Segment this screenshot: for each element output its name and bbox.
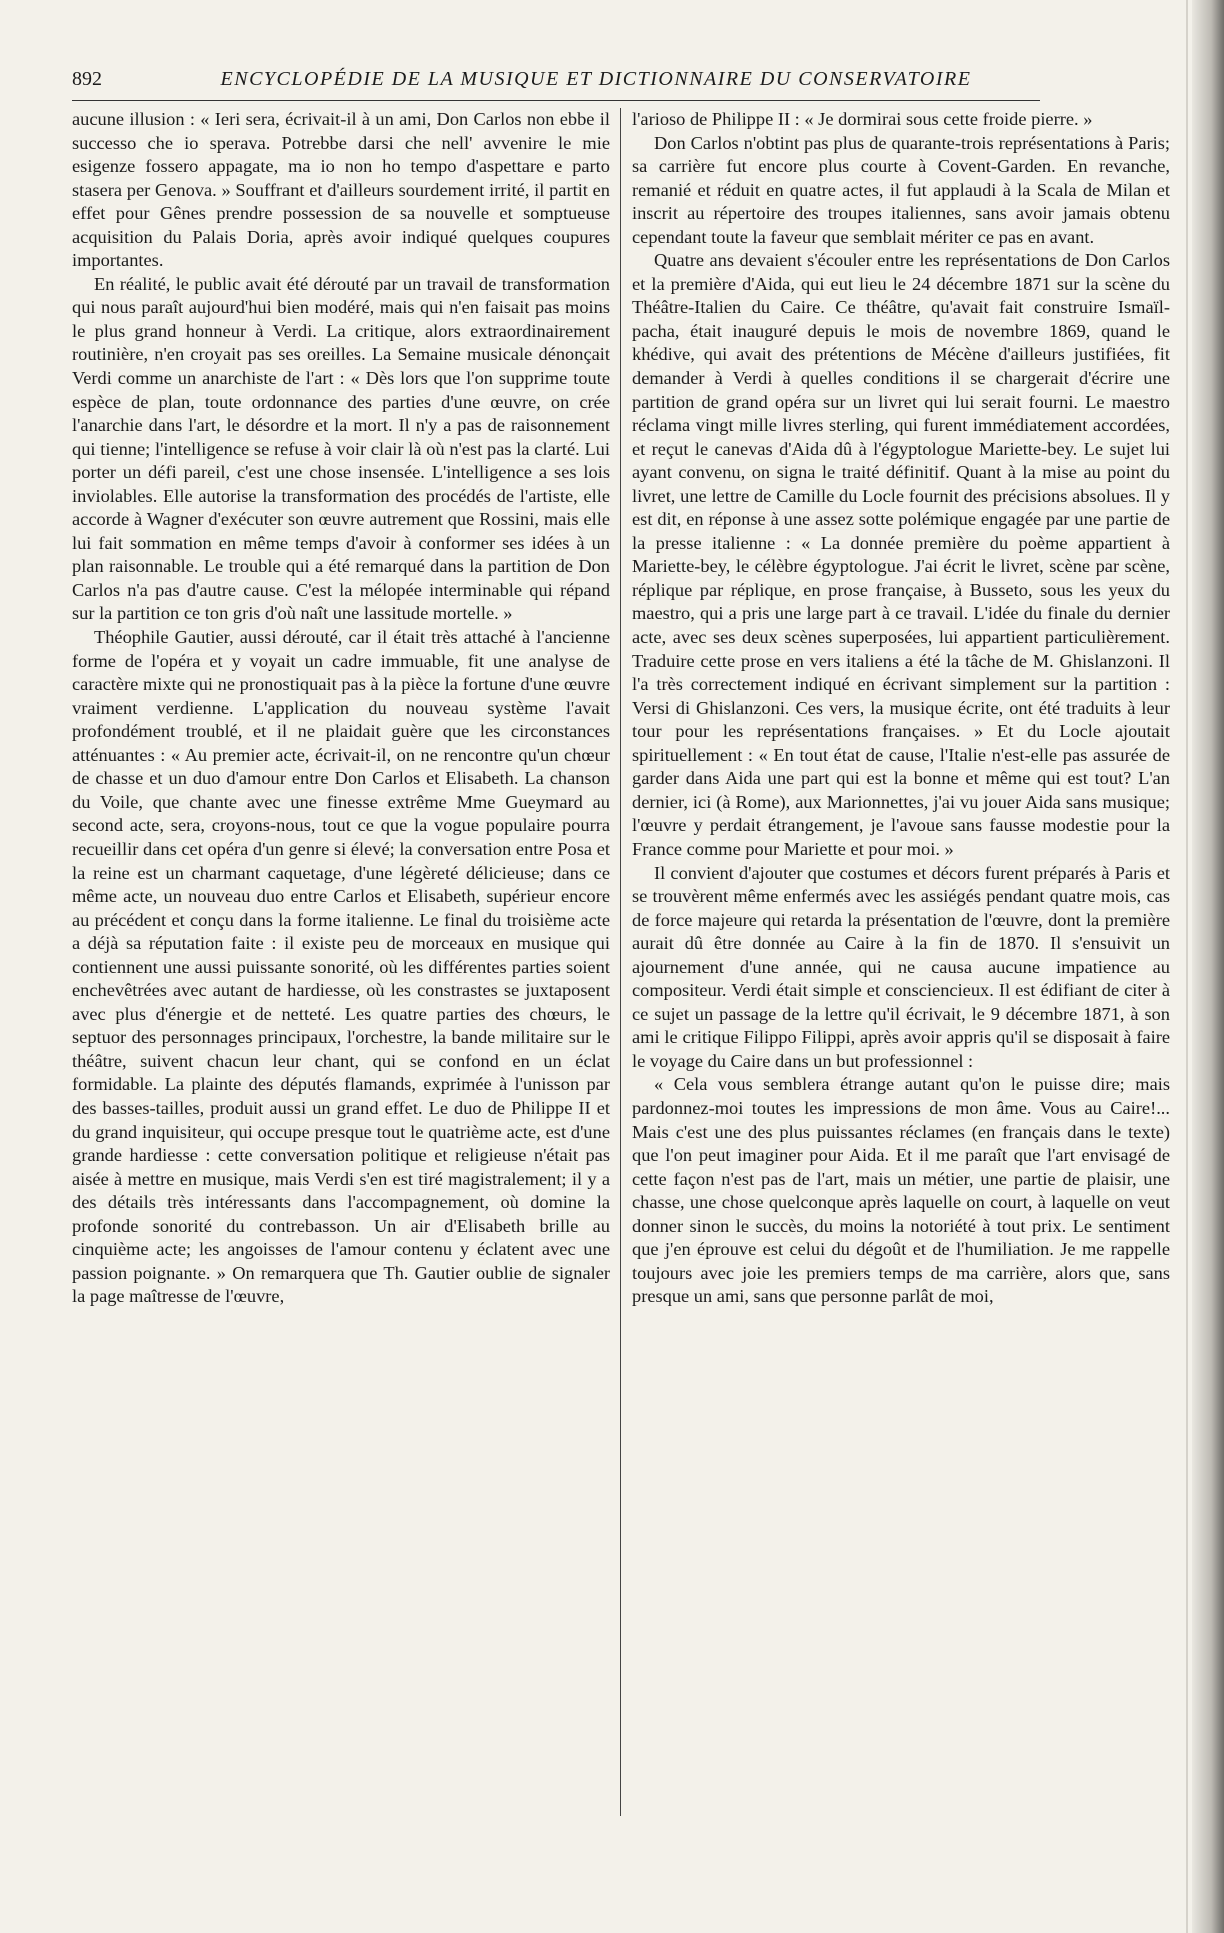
paragraph: l'arioso de Philippe II : « Je dormirai sous cette froide pierre. »	[632, 109, 1093, 129]
paragraph: aucune illusion : « Ieri sera, écrivait-il à un ami, Don Carlos non ebbe il successo che io sperava. Potrebbe darsi che nell' avvenire le mie esigenze fossero appagate, ma io non ho tempo d'aspettare e parto stasera per Genova. » Souffrant et d'ailleurs sourdement irrité, il partit en effet pour Gênes prendre possession de sa nouvelle et somptueuse acquisition du Palais Doria, après avoir indiqué quelques coupures importantes.	[72, 109, 610, 271]
page-number: 892	[72, 68, 102, 90]
page-edge-shadow	[1192, 0, 1224, 1933]
paragraph: Il convient d'ajouter que costumes et décors furent préparés à Paris et se trouvèrent même enfermés avec les assiégés pendant quatre mois, cas de force majeure qui retarda la présentation de l'œuvre, dont la première aurait dû être donnée au Caire à la fin de 1870. Il s'ensuivit un ajournement d'une année, qui ne causa aucune impatience au compositeur. Verdi était simple et consciencieux. Il est édifiant de citer à ce sujet un passage de la lettre qu'il écrivait, le 9 décembre 1871, à son ami le critique Filippo Filippi, après avoir appris qu'il se disposait à faire le voyage du Caire dans un but professionnel :	[632, 862, 1170, 1071]
paragraph: En réalité, le public avait été dérouté par un travail de transformation qui nous paraît aujourd'hui bien modéré, mais qui n'en faisait pas moins le plus grand honneur à Verdi. La critique, alors extraordinairement routinière, n'en croyait pas ses oreilles. La Semaine musicale dénonçait Verdi comme un anarchiste de l'art : « Dès lors que l'on supprime toute espèce de plan, toute ordonnance des parties d'une œuvre, on crée l'anarchie dans l'art, le désordre et la mort. Il n'y a pas de raisonnement qui tienne; l'intelligence se refuse à voir clair là où n'est pas la clarté. Lui porter un défi pareil, c'est une chose insensée. L'intelligence a ses lois inviolables. Elle autorise la transformation des procédés de l'artiste, elle accorde à Wagner d'exécuter son œuvre autrement que Rossini, mais elle lui fait sommation en même temps d'avoir à conformer ses idées à un plan raisonnable. Le trouble qui a été remarqué dans la partition de Don Carlos n'a pas d'autre cause. C'est la mélopée interminable qui répand sur la partition ce ton gris d'où naît une lassitude mortelle. »	[72, 273, 610, 624]
paragraph: Quatre ans devaient s'écouler entre les représentations de Don Carlos et la première d'Aida, qui eut lieu le 24 décembre 1871 sur la scène du Théâtre-Italien du Caire. Ce théâtre, qu'avait fait construire Ismaïl-pacha, était inauguré depuis le mois de novembre 1869, quand le khédive, qui avait des prétentions de Mécène d'ailleurs justifiées, fit demander à Verdi à quelles conditions il se chargerait d'écrire une partition de grand opéra sur un livret qui lui serait fourni. Le maestro réclama vingt mille livres sterling, qui furent immédiatement accordées, et reçut le canevas d'Aida dû à l'égyptologue Mariette-bey. Le sujet lui ayant convenu, on signa le traité définitif. Quant à la mise au point du livret, une lettre de Camille du Locle fournit des précisions absolues. Il y est dit, en réponse à une assez sotte polémique engagée par une partie de la presse italienne : « La donnée première du poème appartient à Mariette-bey, le célèbre égyptologue. J'ai écrit le livret, scène par scène, réplique par réplique, en prose française, à Busseto, sous les yeux du maestro, qui a pris une large part à ce travail. L'idée du finale du dernier acte, avec ses deux scènes superposées, lui appartient particulièrement. Traduire cette prose en vers italiens a été la tâche de M. Ghislanzoni. Il l'a très correctement indiqué en écrivant simplement sur la partition : Versi di Ghislanzoni. Ces vers, la musique écrite, ont été traduits à leur tour pour les représentations françaises. » Et du Locle ajoutait spirituellement : « En tout état de cause, l'Italie n'est-elle pas assurée de garder dans Aida une part qui est la bonne et même qui est tout? L'an dernier, ici (à Rome), aux Marionnettes, j'ai vu jouer Aida sans musique; l'œuvre y perdait étrangement, je l'avoue sans fausse modestie pour la France comme pour Mariette et pour moi. »	[632, 250, 1170, 859]
column-divider	[620, 108, 621, 1816]
paragraph: « Cela vous semblera étrange autant qu'on le puisse dire; mais pardonnez-moi toutes les impressions de mon âme. Vous au Caire!... Mais c'est une des plus puissantes réclames (en français dans le texte) que l'on peut imaginer pour Aida. Et il me paraît que l'art envisagé de cette façon n'est pas de l'art, mais un métier, une partie de plaisir, une chasse, une chose quelconque après laquelle on court, à laquelle on veut donner sinon le succès, du moins la notoriété à tout prix. Le sentiment que j'en éprouve est celui du dégoût et de l'humiliation. Je me rappelle toujours avec joie les premiers temps de ma carrière, alors que, sans presque un ami, sans que personne parlât de moi,	[632, 1074, 1170, 1307]
page-header	[72, 64, 1040, 101]
page-edge-line	[1186, 0, 1188, 1933]
right-column	[632, 108, 1170, 1309]
paragraph: Théophile Gautier, aussi dérouté, car il était très attaché à l'ancienne forme de l'opéra et y voyait un cadre immuable, fit une analyse de caractère mixte qui ne pronostiquait pas à la pièce la fortune d'une œuvre vraiment verdienne. L'application du nouveau système l'avait profondément troublé, et il ne plaidait guère que les circonstances atténuantes : « Au premier acte, écrivait-il, on ne rencontre qu'un chœur de chasse et un duo d'amour entre Don Carlos et Elisabeth. La chanson du Voile, que chante avec une finesse extrême Mme Gueymard au second acte, sera, croyons-nous, tout ce que la vogue populaire pourra recueillir dans cet opéra d'un genre si élevé; la conversation entre Posa et la reine est un charmant caquetage, d'une légèreté délicieuse; dans ce même acte, un nouveau duo entre Carlos et Elisabeth, supérieur encore au précédent et conçu dans la forme italienne. Le final du troisième acte a déjà sa réputation faite : il existe peu de morceaux en musique qui contiennent une aussi puissante sonorité, où les différentes parties soient enchevêtrées avec autant de hardiesse, où les constrastes se juxtaposent avec plus d'énergie et de netteté. Les quatre parties des chœurs, le septuor des personnages principaux, l'orchestre, la bande militaire sur le théâtre, suivent chacun leur chant, qui se confond en un éclat formidable. La plainte des députés flamands, exprimée à l'unisson par des basses-tailles, produit aussi un grand effet. Le duo de Philippe II et du grand inquisiteur, qui occupe presque tout le quatrième acte, est d'une grande hardiesse : cette conversation politique et religieuse n'était pas aisée à mettre en musique, mais Verdi s'en est tiré magistralement; il y a des détails très intéressants dans l'accompagnement, où domine la profonde sonorité du contrebasson. Un air d'Elisabeth brille au cinquième acte; les angoisses de l'amour contenu y éclatent avec une passion poignante. » On remarquera que Th. Gautier oublie de signaler la page maîtresse de l'œuvre,	[72, 627, 610, 1307]
paragraph: Don Carlos n'obtint pas plus de quarante-trois représentations à Paris; sa carrière fut encore plus courte à Covent-Garden. En revanche, remanié et réduit en quatre actes, il fut applaudi à la Scala de Milan et inscrit au répertoire des troupes italiennes, sans avoir jamais obtenu cependant toute la faveur que semblait mériter ce pas en avant.	[632, 132, 1170, 247]
running-title: ENCYCLOPÉDIE DE LA MUSIQUE ET DICTIONNAIRE DU CONSERVATOIRE	[220, 68, 972, 90]
left-column	[72, 108, 610, 1309]
